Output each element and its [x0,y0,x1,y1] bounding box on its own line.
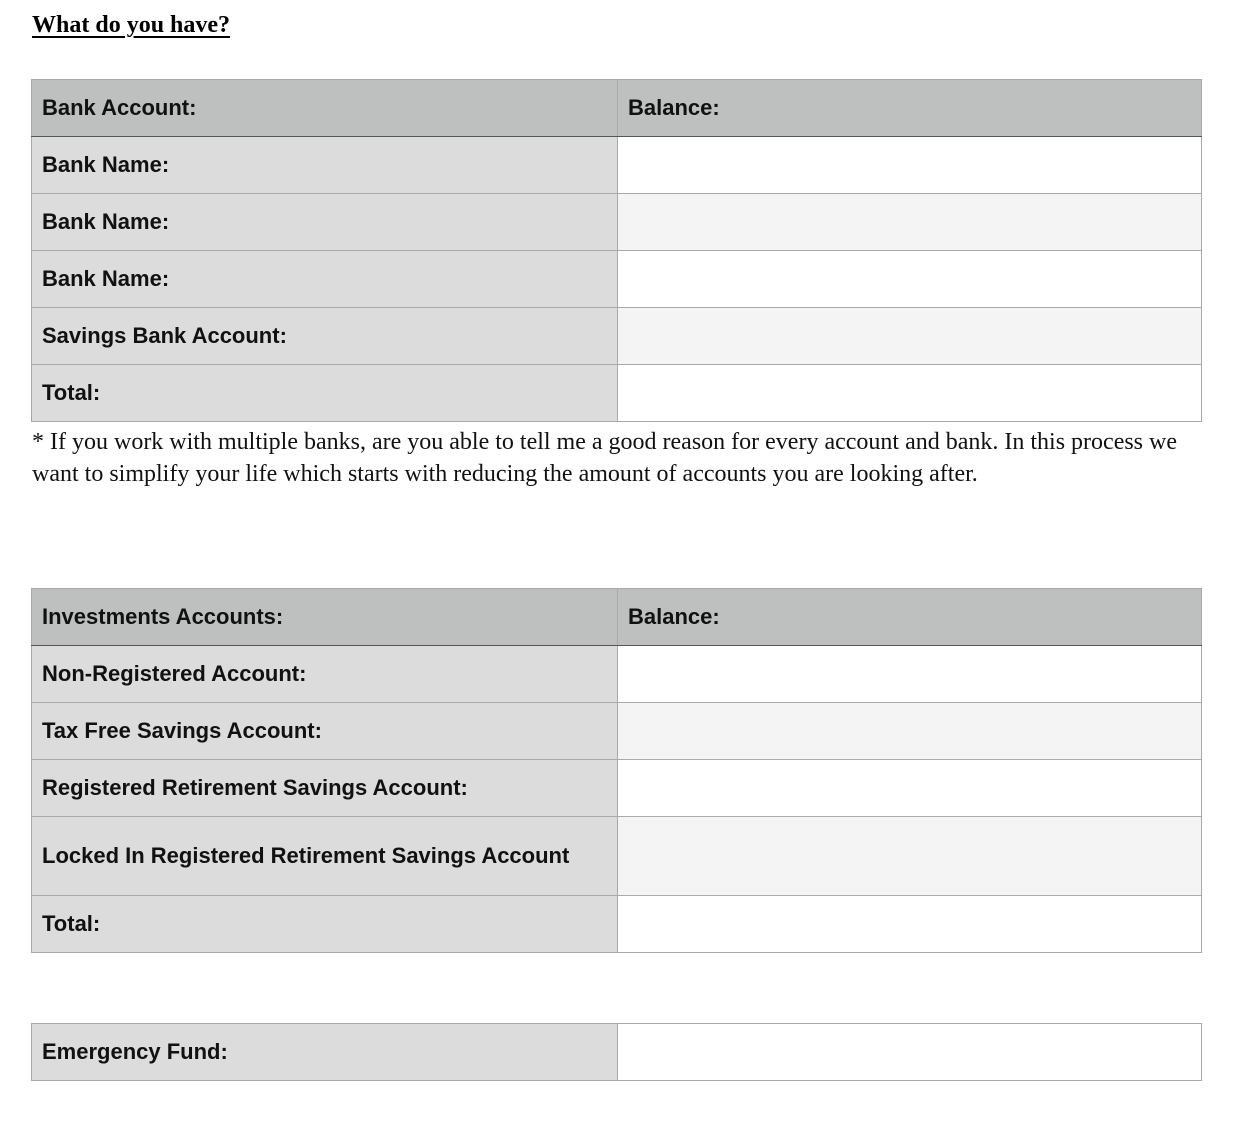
table-row [32,251,1202,308]
table-row [32,194,1202,251]
row-label: Bank Name: [32,251,618,308]
emergency-fund-table [31,1023,1202,1081]
row-label: Total: [32,896,618,953]
row-label: Total: [32,365,618,422]
header-balance: Balance: [618,589,1202,646]
balance-cell[interactable] [618,194,1202,251]
table-header-row [32,589,1202,646]
header-bank-account: Bank Account: [32,80,618,137]
emergency-fund-cell[interactable] [618,1024,1202,1081]
balance-cell[interactable] [618,896,1202,953]
total-row [32,365,1202,422]
table-row [32,308,1202,365]
row-label: Bank Name: [32,137,618,194]
bank-accounts-table [31,79,1202,422]
bank-note: * If you work with multiple banks, are you able to tell me a good reason for every account and bank. In this process we want to simplify your life which starts with reducing the amount of accounts you are looking after. [32,429,1178,487]
row-label: Non-Registered Account: [32,646,618,703]
total-row [32,896,1202,953]
table-header-row [32,80,1202,137]
balance-cell[interactable] [618,251,1202,308]
balance-cell[interactable] [618,308,1202,365]
balance-cell[interactable] [618,760,1202,817]
balance-cell[interactable] [618,646,1202,703]
header-balance: Balance: [618,80,1202,137]
table-row [32,760,1202,817]
table-row [32,1024,1202,1081]
row-label: Savings Bank Account: [32,308,618,365]
investments-table [31,588,1202,953]
balance-cell[interactable] [618,703,1202,760]
table-row [32,703,1202,760]
row-label: Bank Name: [32,194,618,251]
table-row [32,646,1202,703]
header-investments: Investments Accounts: [32,589,618,646]
table-row [32,817,1202,896]
page-heading: What do you have? [32,12,231,38]
row-label: Registered Retirement Savings Account: [32,760,618,817]
row-label: Emergency Fund: [32,1024,618,1081]
balance-cell[interactable] [618,817,1202,896]
balance-cell[interactable] [618,365,1202,422]
balance-cell[interactable] [618,137,1202,194]
row-label: Tax Free Savings Account: [32,703,618,760]
row-label: Locked In Registered Retirement Savings Account [32,817,618,896]
table-row [32,137,1202,194]
